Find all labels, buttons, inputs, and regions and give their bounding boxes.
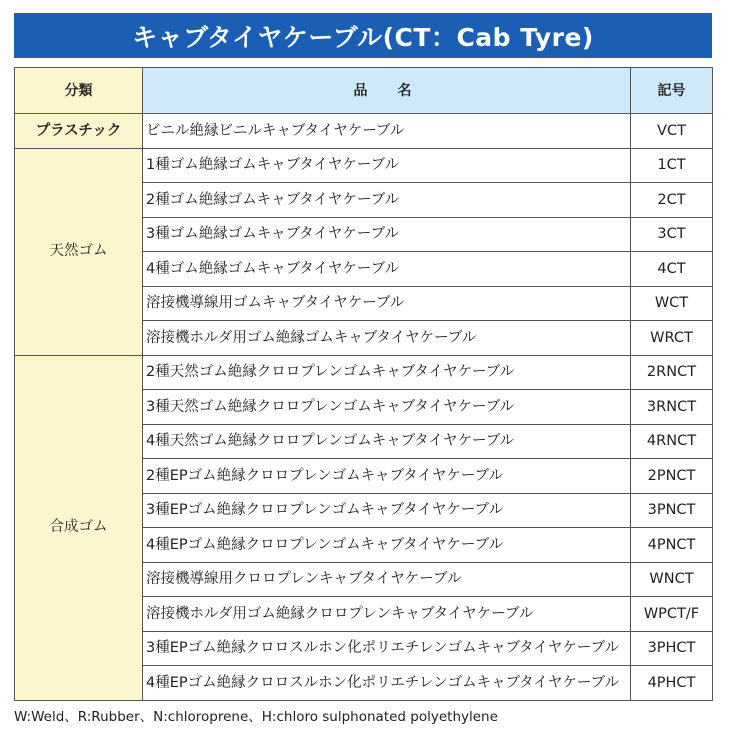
table-row xyxy=(15,148,713,183)
cable-table xyxy=(14,67,713,701)
product-code: 2CT xyxy=(631,183,713,218)
product-code: 4PHCT xyxy=(631,666,713,701)
product-code: 3PHCT xyxy=(631,631,713,666)
product-code: 3CT xyxy=(631,217,713,252)
product-name: 4種ゴム絶縁ゴムキャブタイヤケーブル xyxy=(143,252,631,287)
table-header-row xyxy=(15,68,713,114)
product-name: 1種ゴム絶縁ゴムキャブタイヤケーブル xyxy=(143,148,631,183)
product-code: 3RNCT xyxy=(631,390,713,425)
category-cell: 天然ゴム xyxy=(15,148,143,355)
table-row xyxy=(15,114,713,149)
product-name: 2種天然ゴム絶縁クロロプレンゴムキャブタイヤケーブル xyxy=(143,355,631,390)
product-name: 溶接機ホルダ用ゴム絶縁クロロプレンキャブタイヤケーブル xyxy=(143,597,631,632)
product-code: 2RNCT xyxy=(631,355,713,390)
product-name: ビニル絶縁ビニルキャブタイヤケーブル xyxy=(143,114,631,149)
title-banner xyxy=(14,13,712,58)
abbreviation-footnote: W:Weld、R:Rubber、N:chloroprene、H:chloro sulphonated polyethylene xyxy=(14,709,498,725)
product-name: 溶接機ホルダ用ゴム絶縁ゴムキャブタイヤケーブル xyxy=(143,321,631,356)
product-name: 2種EPゴム絶縁クロロプレンゴムキャブタイヤケーブル xyxy=(143,459,631,494)
product-name: 3種EPゴム絶縁クロロプレンゴムキャブタイヤケーブル xyxy=(143,493,631,528)
header-category: 分類 xyxy=(15,68,143,114)
table-row xyxy=(15,355,713,390)
product-name: 3種天然ゴム絶縁クロロプレンゴムキャブタイヤケーブル xyxy=(143,390,631,425)
product-code: WCT xyxy=(631,286,713,321)
product-code: WRCT xyxy=(631,321,713,356)
product-code: WPCT/F xyxy=(631,597,713,632)
product-name: 4種EPゴム絶縁クロロプレンゴムキャブタイヤケーブル xyxy=(143,528,631,563)
product-name: 4種天然ゴム絶縁クロロプレンゴムキャブタイヤケーブル xyxy=(143,424,631,459)
header-name: 品 名 xyxy=(143,68,631,114)
category-cell: プラスチック xyxy=(15,114,143,149)
product-name: 溶接機導線用クロロプレンキャブタイヤケーブル xyxy=(143,562,631,597)
product-code: WNCT xyxy=(631,562,713,597)
product-name: 3種EPゴム絶縁クロロスルホン化ポリエチレンゴムキャブタイヤケーブル xyxy=(143,631,631,666)
product-code: 2PNCT xyxy=(631,459,713,494)
product-code: 1CT xyxy=(631,148,713,183)
product-name: 3種ゴム絶縁ゴムキャブタイヤケーブル xyxy=(143,217,631,252)
product-name: 溶接機導線用ゴムキャブタイヤケーブル xyxy=(143,286,631,321)
product-code: 4RNCT xyxy=(631,424,713,459)
category-cell: 合成ゴム xyxy=(15,355,143,700)
product-code: 3PNCT xyxy=(631,493,713,528)
product-code: 4CT xyxy=(631,252,713,287)
page-title: キャブタイヤケーブル(CT：Cab Tyre) xyxy=(132,22,594,52)
product-name: 4種EPゴム絶縁クロロスルホン化ポリエチレンゴムキャブタイヤケーブル xyxy=(143,666,631,701)
product-name: 2種ゴム絶縁ゴムキャブタイヤケーブル xyxy=(143,183,631,218)
product-code: VCT xyxy=(631,114,713,149)
header-code: 記号 xyxy=(631,68,713,114)
product-code: 4PNCT xyxy=(631,528,713,563)
